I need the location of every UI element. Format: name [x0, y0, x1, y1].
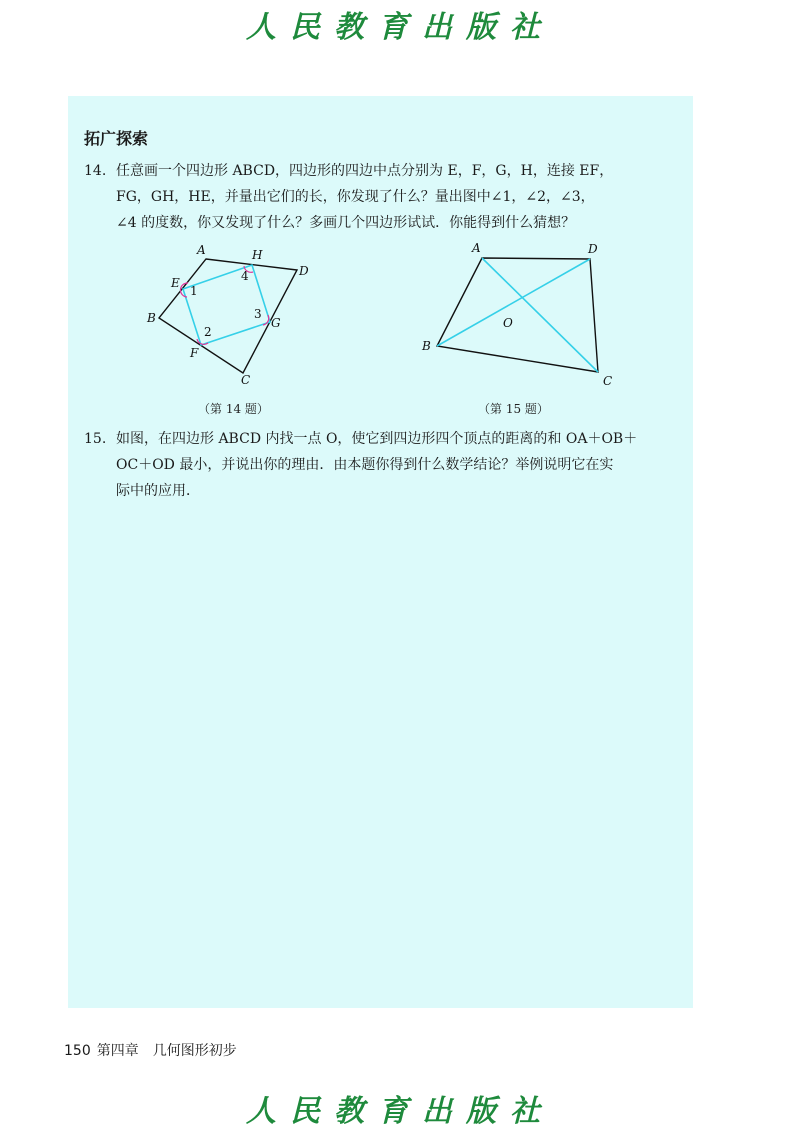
angle-label-2: 2: [204, 325, 212, 339]
midpoint-label-g: G: [271, 316, 281, 330]
problem-line: FG，GH，HE，并量出它们的长，你发现了什么？量出图中∠1，∠2，∠3，: [116, 189, 595, 205]
angle-label-3: 3: [254, 307, 262, 321]
angle-label-1: 1: [190, 284, 198, 298]
vertex-label-c: C: [241, 373, 251, 387]
diagonal-ac: [482, 258, 598, 372]
quadrilateral-abcd-15: [437, 258, 598, 372]
figure-15: [421, 241, 612, 388]
problem-line: 任意画一个四边形 ABCD，四边形的四边中点分别为 E，F，G，H，连接 EF，: [116, 163, 614, 179]
problem-line: OC＋OD 最小，并说出你的理由．由本题你得到什么数学结论？举例说明它在实: [116, 457, 614, 473]
problem-number: 14.: [84, 163, 107, 179]
chapter-title: 第四章 几何图形初步: [96, 1043, 237, 1059]
problem-line: 际中的应用．: [116, 483, 200, 499]
problem-line: ∠4 的度数，你又发现了什么？多画几个四边形试试．你能得到什么猜想？: [116, 215, 576, 231]
problem-number: 15.: [84, 431, 107, 447]
vertex-label-b: B: [422, 339, 431, 353]
vertex-label-d: D: [588, 242, 598, 256]
vertex-label-a: A: [472, 241, 481, 255]
figure-15-caption: （第 15 题）: [478, 402, 549, 416]
problem-line: 如图，在四边形 ABCD 内找一点 O，使它到四边形四个顶点的距离的和 OA＋OB＋: [116, 431, 638, 447]
page-number: 150: [64, 1043, 91, 1059]
vertex-label-c: C: [603, 374, 613, 388]
midpoint-label-h: H: [252, 248, 263, 262]
figure-14-caption: （第 14 题）: [198, 402, 269, 416]
publisher-logo-top: 人民教育出版社: [246, 10, 554, 45]
publisher-logo-bottom: 人民教育出版社: [246, 1094, 554, 1129]
section-title: 拓广探索: [84, 129, 149, 148]
midpoint-label-e: E: [171, 276, 180, 290]
vertex-label-a: A: [197, 243, 206, 257]
angle-label-4: 4: [241, 269, 249, 283]
vertex-label-b: B: [147, 311, 156, 325]
point-label-o: O: [503, 316, 513, 330]
midpoint-quadrilateral: [183, 265, 270, 345]
page-footer: [64, 1040, 237, 1060]
problem-15: [84, 426, 684, 504]
midpoint-label-f: F: [190, 346, 199, 360]
vertex-label-d: D: [299, 264, 309, 278]
figure-14: [146, 243, 309, 387]
